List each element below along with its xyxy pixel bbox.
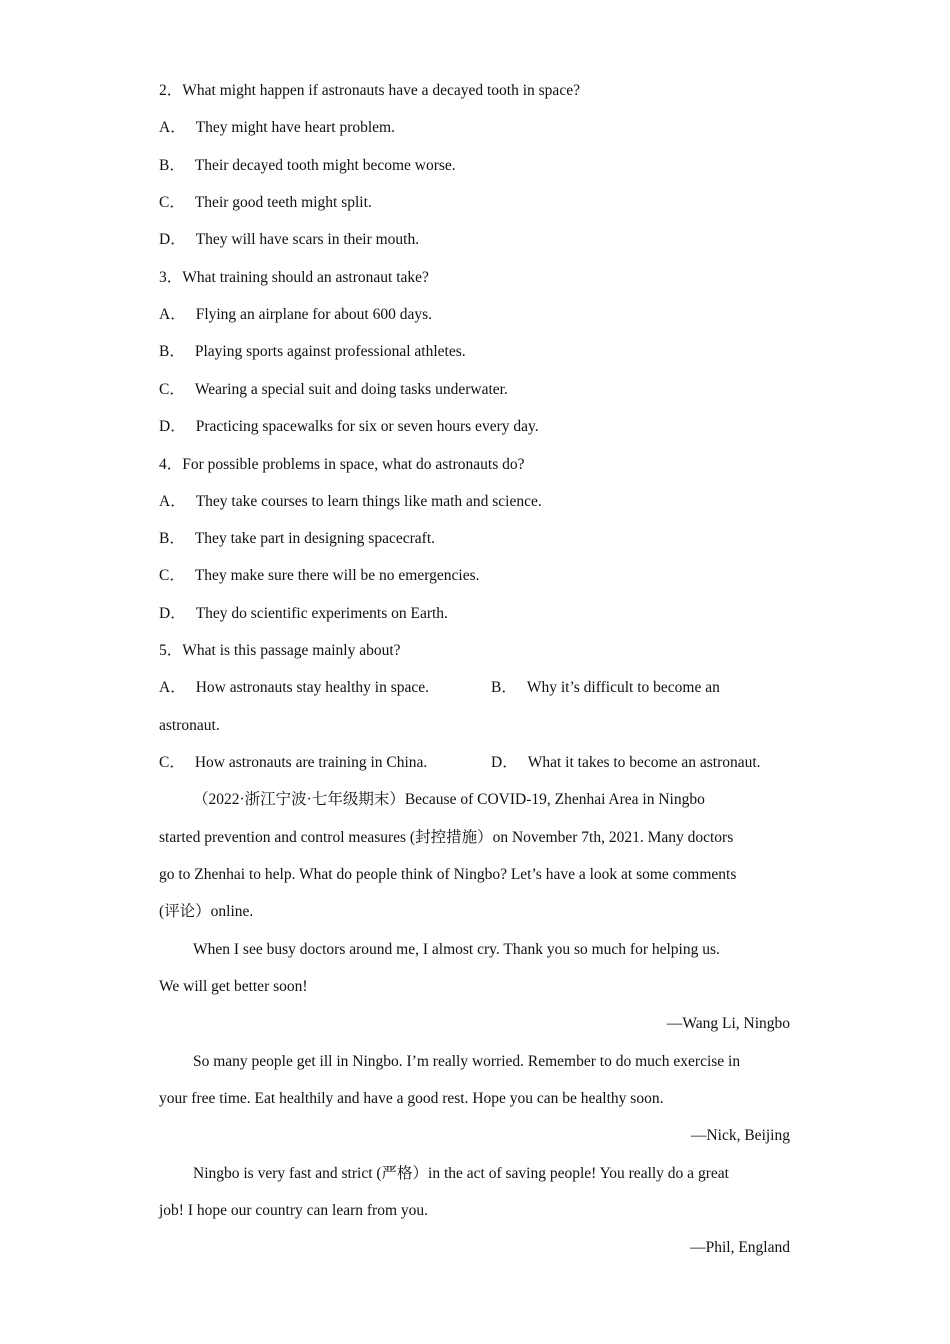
option-3c — [159, 380, 508, 400]
option-4c — [159, 566, 479, 586]
option-5c — [159, 753, 427, 773]
option-text: Wearing a special suit and doing tasks underwater. — [194, 381, 508, 398]
option-text: Flying an airplane for about 600 days. — [195, 306, 433, 323]
option-label: B． — [159, 157, 185, 174]
option-label: D． — [159, 605, 186, 622]
question-number: 3． — [159, 269, 183, 286]
option-3b — [159, 342, 466, 362]
option-text: Their decayed tooth might become worse. — [194, 157, 456, 174]
comment-line: your free time. Eat healthily and have a good rest. Hope you can be healthy soon. — [159, 1090, 664, 1107]
passage-intro-line: started prevention and control measures (封控措施）on November 7th, 2021. Many doctors — [159, 829, 734, 846]
option-label: C． — [159, 754, 185, 771]
question-2-stem — [159, 81, 580, 101]
question-text: What might happen if astronauts have a decayed tooth in space? — [182, 82, 580, 99]
question-text: For possible problems in space, what do astronauts do? — [182, 456, 525, 473]
question-number: 5． — [159, 642, 183, 659]
option-label: C． — [159, 194, 185, 211]
option-text: They take part in designing spacecraft. — [194, 530, 435, 547]
question-4-stem — [159, 455, 525, 475]
passage-intro-line: （2022·浙江宁波·七年级期末）Because of COVID-19, Zhenhai Area in Ningbo — [193, 791, 705, 808]
comment-line: job! I hope our country can learn from you. — [159, 1202, 429, 1219]
comment-line: When I see busy doctors around me, I almost cry. Thank you so much for helping us. — [193, 941, 720, 958]
question-text: What is this passage mainly about? — [182, 642, 401, 659]
option-3a — [159, 305, 432, 325]
question-3-stem — [159, 268, 429, 288]
option-text: They do scientific experiments on Earth. — [195, 605, 448, 622]
option-label: A． — [159, 679, 186, 696]
option-label: D． — [491, 754, 518, 771]
option-5a — [159, 678, 429, 698]
option-text: They take courses to learn things like math and science. — [195, 493, 542, 510]
option-text: They might have heart problem. — [195, 119, 395, 136]
option-text: What it takes to become an astronaut. — [527, 754, 761, 771]
option-label: B． — [491, 679, 517, 696]
question-text: What training should an astronaut take? — [182, 269, 429, 286]
question-5-stem — [159, 641, 401, 661]
comment-author: —Wang Li, Ningbo — [666, 1015, 790, 1032]
option-label: D． — [159, 418, 186, 435]
option-4b — [159, 529, 435, 549]
option-3d — [159, 417, 539, 437]
option-text: Practicing spacewalks for six or seven hours every day. — [195, 418, 539, 435]
comment-line: We will get better soon! — [159, 978, 308, 995]
option-4d — [159, 604, 448, 624]
option-label: A． — [159, 306, 186, 323]
option-5b-continued — [159, 716, 220, 736]
option-label: A． — [159, 119, 186, 136]
option-label: B． — [159, 530, 185, 547]
option-2c — [159, 193, 372, 213]
question-number: 2． — [159, 82, 183, 99]
option-label: D． — [159, 231, 186, 248]
option-text: Their good teeth might split. — [194, 194, 372, 211]
option-text: astronaut. — [159, 717, 220, 734]
comment-line: So many people get ill in Ningbo. I’m really worried. Remember to do much exercise in — [193, 1053, 741, 1070]
option-label: C． — [159, 567, 185, 584]
option-label: A． — [159, 493, 186, 510]
comment-author: —Nick, Beijing — [690, 1127, 790, 1144]
option-4a — [159, 492, 542, 512]
option-label: C． — [159, 381, 185, 398]
passage-intro-line: (评论）online. — [159, 903, 254, 920]
option-5b — [491, 678, 720, 698]
option-label: B． — [159, 343, 185, 360]
option-5d — [491, 753, 761, 773]
comment-line: Ningbo is very fast and strict (严格）in the act of saving people! You really do a great — [193, 1165, 729, 1182]
option-2d — [159, 230, 419, 250]
option-text: They make sure there will be no emergencies. — [194, 567, 480, 584]
option-text: How astronauts stay healthy in space. — [195, 679, 430, 696]
option-text: How astronauts are training in China. — [194, 754, 428, 771]
comment-author: —Phil, England — [690, 1239, 790, 1256]
option-2b — [159, 156, 456, 176]
passage-intro-line: go to Zhenhai to help. What do people think of Ningbo? Let’s have a look at some comments — [159, 866, 737, 883]
question-number: 4． — [159, 456, 183, 473]
option-text: They will have scars in their mouth. — [195, 231, 420, 248]
option-text: Playing sports against professional athletes. — [194, 343, 466, 360]
option-text: Why it’s difficult to become an — [526, 679, 720, 696]
option-2a — [159, 118, 395, 138]
